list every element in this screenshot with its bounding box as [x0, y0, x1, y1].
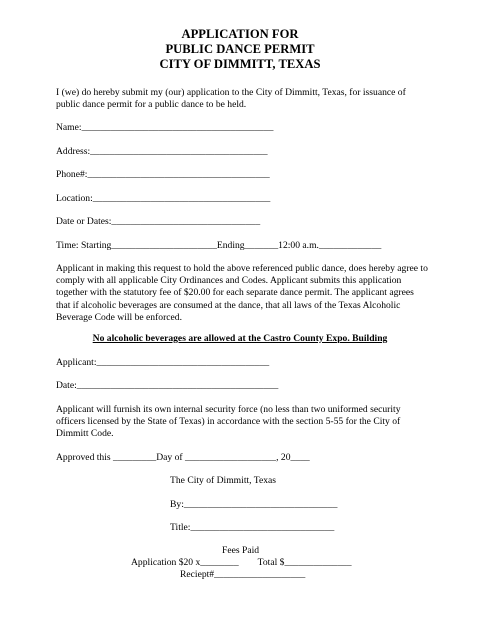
location-field[interactable]: Location:_____________________________________: [56, 193, 271, 204]
agreement-paragraph: Applicant in making this request to hold the above referenced public dance, does hereby agree to comply with all applicable City Ordinances and Codes. Applicant submits this application together with the statutory fee of $20.00 for each separate dance permit. The applicant agrees that if alcoholic beverages are consumed at the dance, that all laws of the Texas Alcoholic Beverage Code will be enforced.: [56, 263, 428, 323]
title-line-2: PUBLIC DANCE PERMIT: [165, 42, 315, 56]
address-field[interactable]: Address:_____________________________________: [56, 146, 268, 157]
alcohol-notice-text: No alcoholic beverages are allowed at the Castro County Expo. Building: [92, 333, 388, 344]
name-field[interactable]: Name:________________________________________: [56, 122, 274, 133]
alcohol-notice: [0, 333, 480, 345]
application-fee-line[interactable]: Application $20 x________ Total $______________: [131, 557, 352, 568]
by-field[interactable]: By:________________________________: [170, 499, 338, 510]
phone-field[interactable]: Phone#:______________________________________: [56, 169, 270, 180]
approved-line[interactable]: Approved this _________Day of ___________________, 20____: [56, 452, 310, 463]
receipt-field[interactable]: Reciept#___________________: [180, 569, 306, 580]
time-field[interactable]: Time: Starting______________________Ending_______12:00 a.m._____________: [56, 240, 382, 251]
fees-paid-heading: Fees Paid: [222, 545, 260, 556]
title-field[interactable]: Title:______________________________: [170, 522, 335, 533]
dates-field[interactable]: Date or Dates:_______________________________: [56, 216, 261, 227]
applicant-field[interactable]: Applicant:____________________________________: [56, 357, 270, 368]
title-line-3: CITY OF DIMMITT, TEXAS: [159, 57, 321, 71]
title-line-1: APPLICATION FOR: [181, 27, 299, 41]
intro-paragraph: I (we) do hereby submit my (our) application to the City of Dimmitt, Texas, for issuance of public dance permit for a public dance to be held.: [56, 87, 406, 111]
applicant-date-field[interactable]: Date:__________________________________________: [56, 380, 279, 391]
city-signature-label: The City of Dimmitt, Texas: [170, 475, 277, 486]
security-paragraph: Applicant will furnish its own internal security force (no less than two uniformed security officers licensed by the State of Texas) in accordance with the section 5-55 for the City of Dimmitt Code.: [56, 404, 401, 440]
